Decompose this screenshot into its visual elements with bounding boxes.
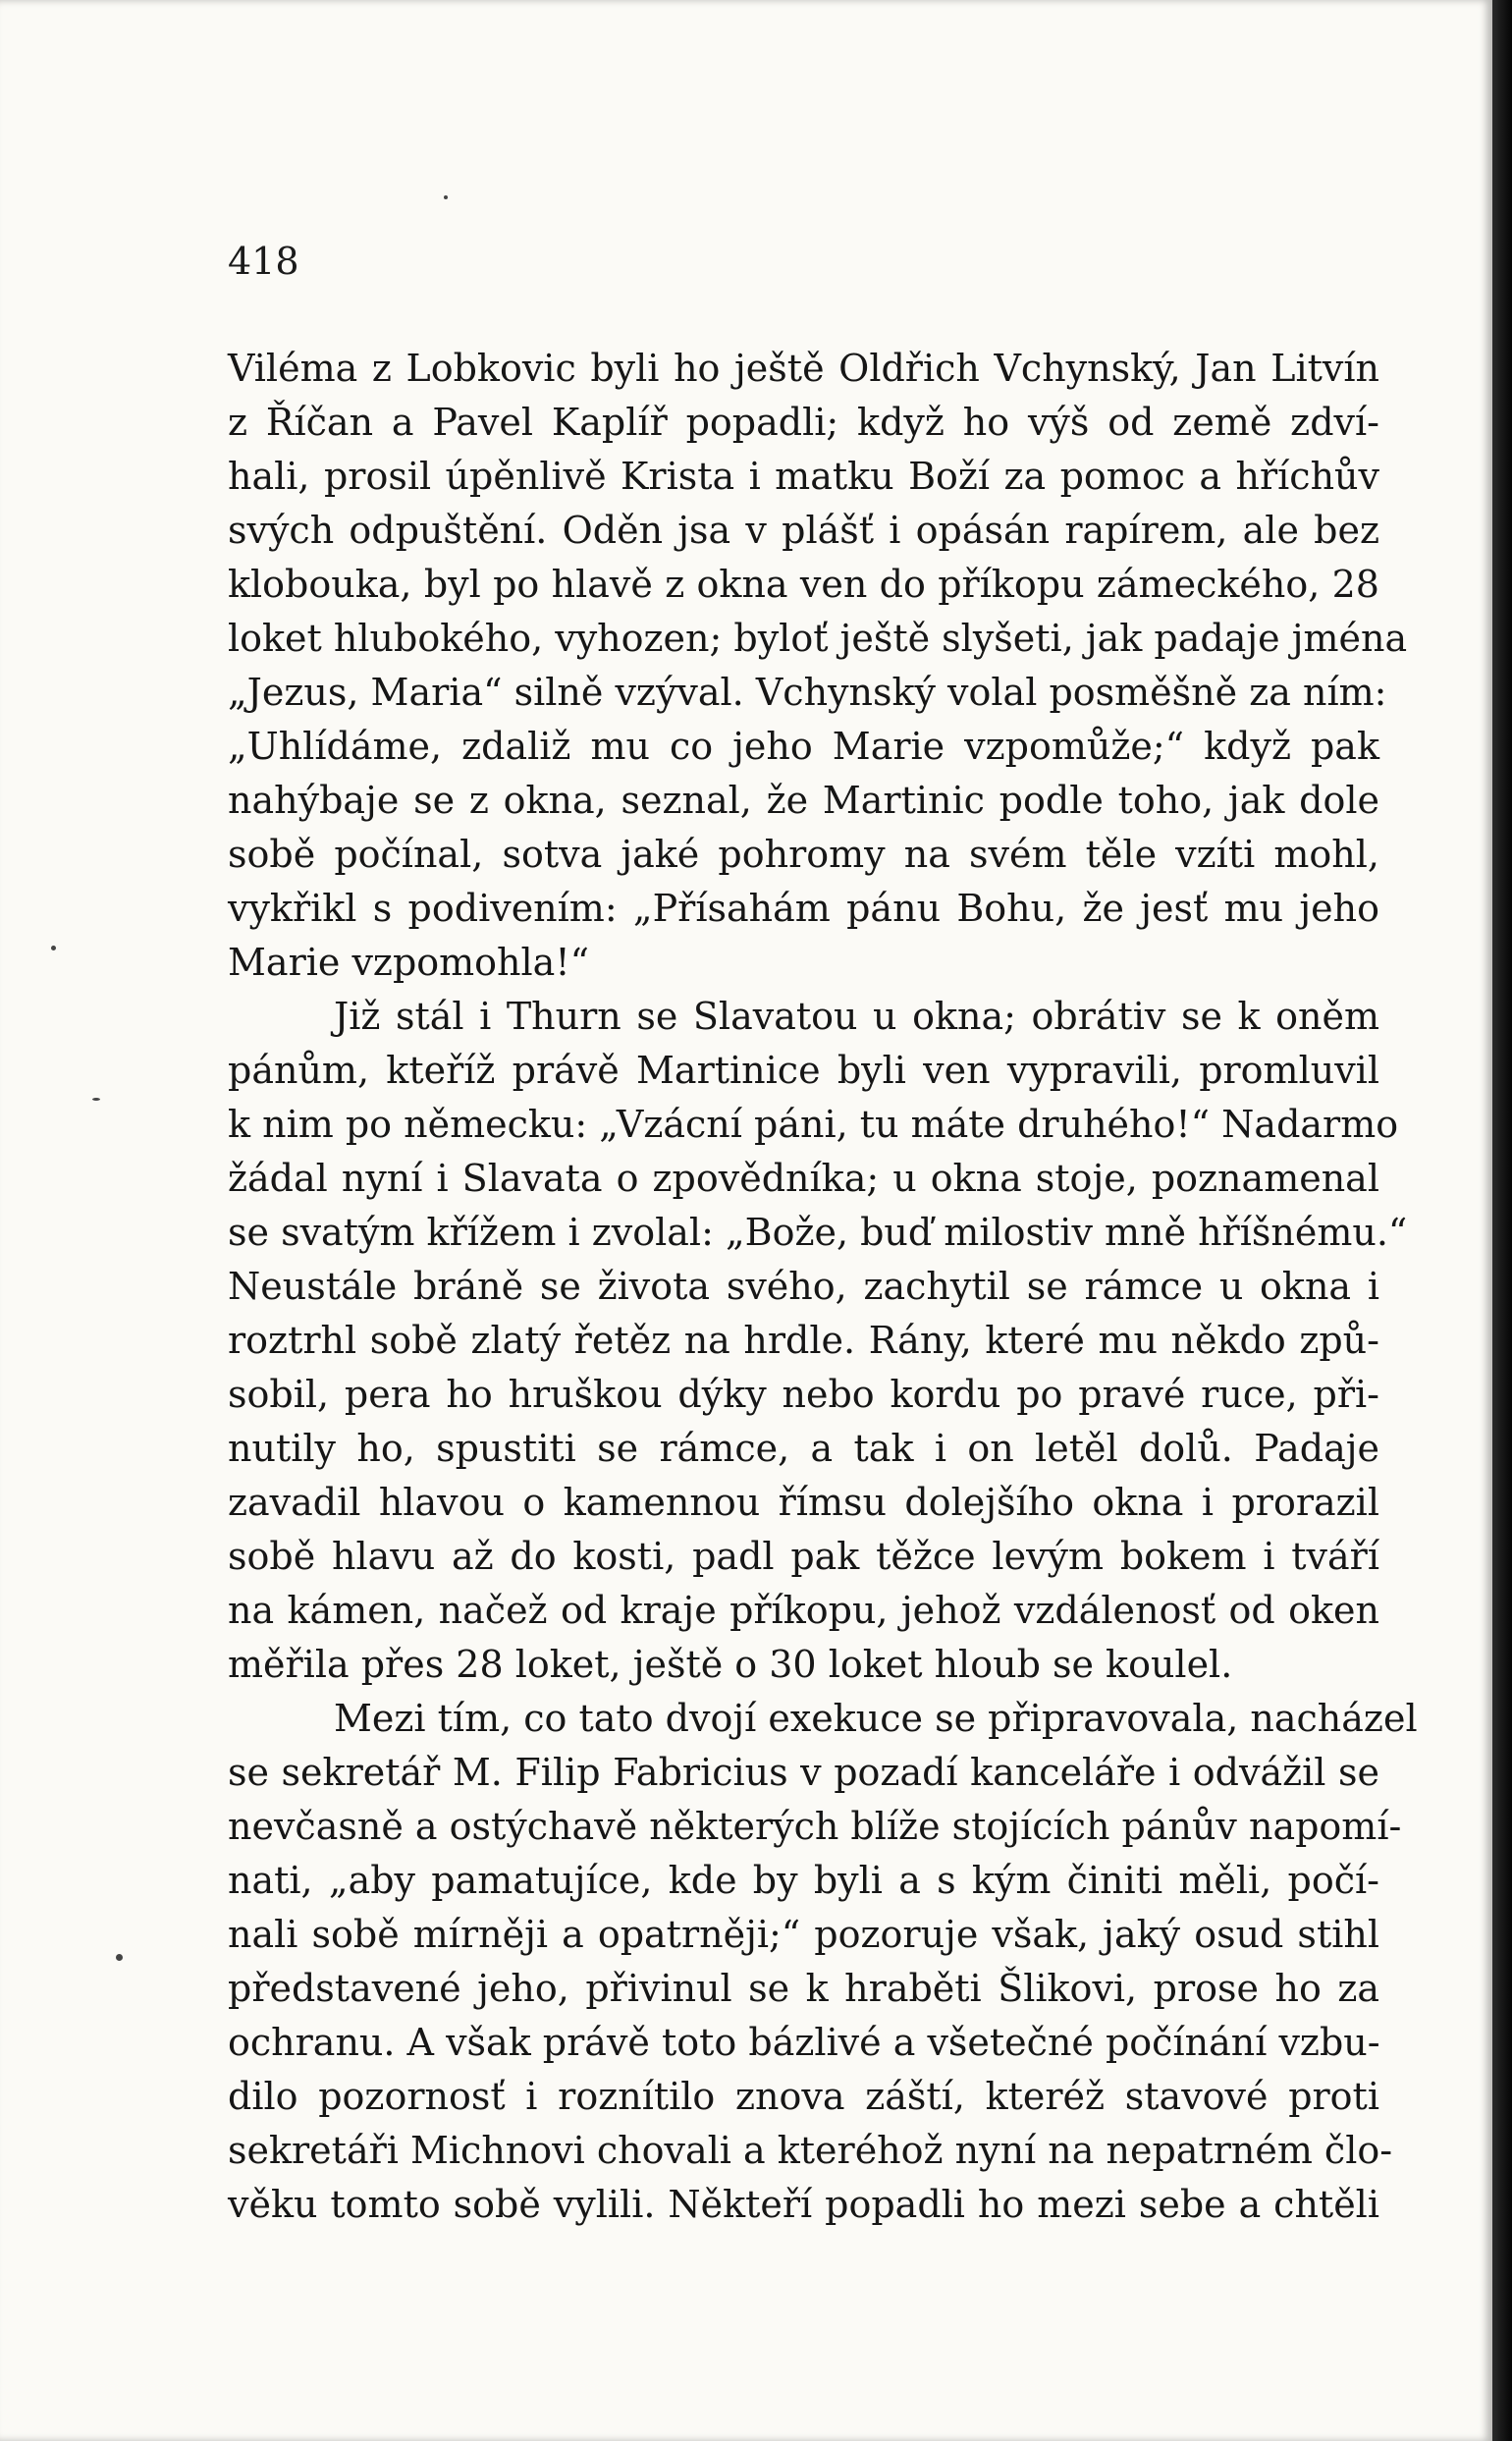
text-line: představené jeho, přivinul se k hraběti Šlikovi, prose ho za [228,1967,1379,2010]
text-line: sobil, pera ho hruškou dýky nebo kordu po pravé ruce, při- [228,1373,1379,1416]
text-line: Neustále bráně se života svého, zachytil se rámce u okna i [228,1265,1379,1308]
text-line: nevčasně a ostýchavě některých blíže stojících pánův napomí- [228,1805,1402,1848]
text-line: pánům, kteříž právě Martinice byli ven vypravili, promluvil [228,1049,1379,1092]
text-line: nati, „aby pamatujíce, kde by byli a s kým činiti měli, počí- [228,1859,1379,1902]
text-line: ochranu. A však právě toto bázlivé a všetečné počínání vzbu- [228,2021,1380,2064]
text-line: „Jezus, Maria“ silně vzýval. Vchynský volal posměšně za ním: [228,671,1387,714]
scan-edge [1492,0,1512,2441]
text-line: svých odpuštění. Oděn jsa v plášť i opásán rapírem, ale bez [228,509,1379,552]
page-number: 418 [228,240,299,283]
text-line: loket hlubokého, vyhozen; byloť ještě slyšeti, jak padaje jména [228,617,1408,660]
text-line: Již stál i Thurn se Slavatou u okna; obrátiv se k oněm [334,995,1379,1038]
text-line: nali sobě mírněji a opatrněji;“ pozoruje však, jaký osud stihl [228,1913,1379,1956]
text-line: nutily ho, spustiti se rámce, a tak i on letěl dolů. Padaje [228,1427,1379,1470]
text-line: nahýbaje se z okna, seznal, že Martinic podle toho, jak dole [228,779,1379,822]
text-line: hali, prosil úpěnlivě Krista i matku Boží za pomoc a hříchův [228,455,1379,498]
text-line: dilo pozornosť i roznítilo znova záští, kteréž stavové proti [228,2075,1379,2118]
text-line: „Uhlídáme, zdaliž mu co jeho Marie vzpomůže;“ když pak [228,725,1379,768]
text-line: se sekretář M. Filip Fabricius v pozadí kanceláře i odvážil se [228,1751,1379,1794]
text-line: žádal nyní i Slavata o zpovědníka; u okna stoje, poznamenal [228,1157,1379,1200]
text-line: roztrhl sobě zlatý řetěz na hrdle. Rány, které mu někdo způ- [228,1319,1379,1362]
scan-speck [51,946,56,950]
text-line: klobouka, byl po hlavě z okna ven do příkopu zámeckého, 28 [228,563,1379,606]
text-line: vykřikl s podivením: „Přísahám pánu Bohu, že jesť mu jeho [228,887,1379,930]
text-line: Mezi tím, co tato dvojí exekuce se připravovala, nacházel [334,1697,1418,1740]
text-line: na kámen, načež od kraje příkopu, jehož vzdálenosť od oken [228,1589,1379,1632]
text-line: sobě hlavu až do kosti, padl pak těžce levým bokem i tváří [228,1535,1379,1578]
scan-speck [116,1954,123,1961]
text-line: měřila přes 28 loket, ještě o 30 loket hloub se koulel. [228,1643,1233,1686]
text-line: zavadil hlavou o kamennou římsu dolejšího okna i prorazil [228,1481,1379,1524]
text-line: se svatým křížem i zvolal: „Bože, buď milostiv mně hříšnému.“ [228,1211,1408,1254]
text-line: sobě počínal, sotva jaké pohromy na svém těle vzíti mohl, [228,833,1379,876]
text-line: věku tomto sobě vylili. Někteří popadli ho mezi sebe a chtěli [228,2183,1379,2226]
scan-speck [444,195,448,199]
body-text [228,342,1418,2232]
text-line: Marie vzpomohla!“ [228,941,590,984]
text-line: k nim po německu: „Vzácní páni, tu máte druhého!“ Nadarmo [228,1103,1399,1146]
text-line: sekretáři Michnovi chovali a kteréhož nyní na nepatrném člo- [228,2129,1393,2172]
text-line: z Říčan a Pavel Kaplíř popadli; když ho výš od země zdví- [228,401,1379,444]
text-line: Viléma z Lobkovic byli ho ještě Oldřich Vchynský, Jan Litvín [228,347,1379,390]
scan-speck [92,1098,100,1101]
